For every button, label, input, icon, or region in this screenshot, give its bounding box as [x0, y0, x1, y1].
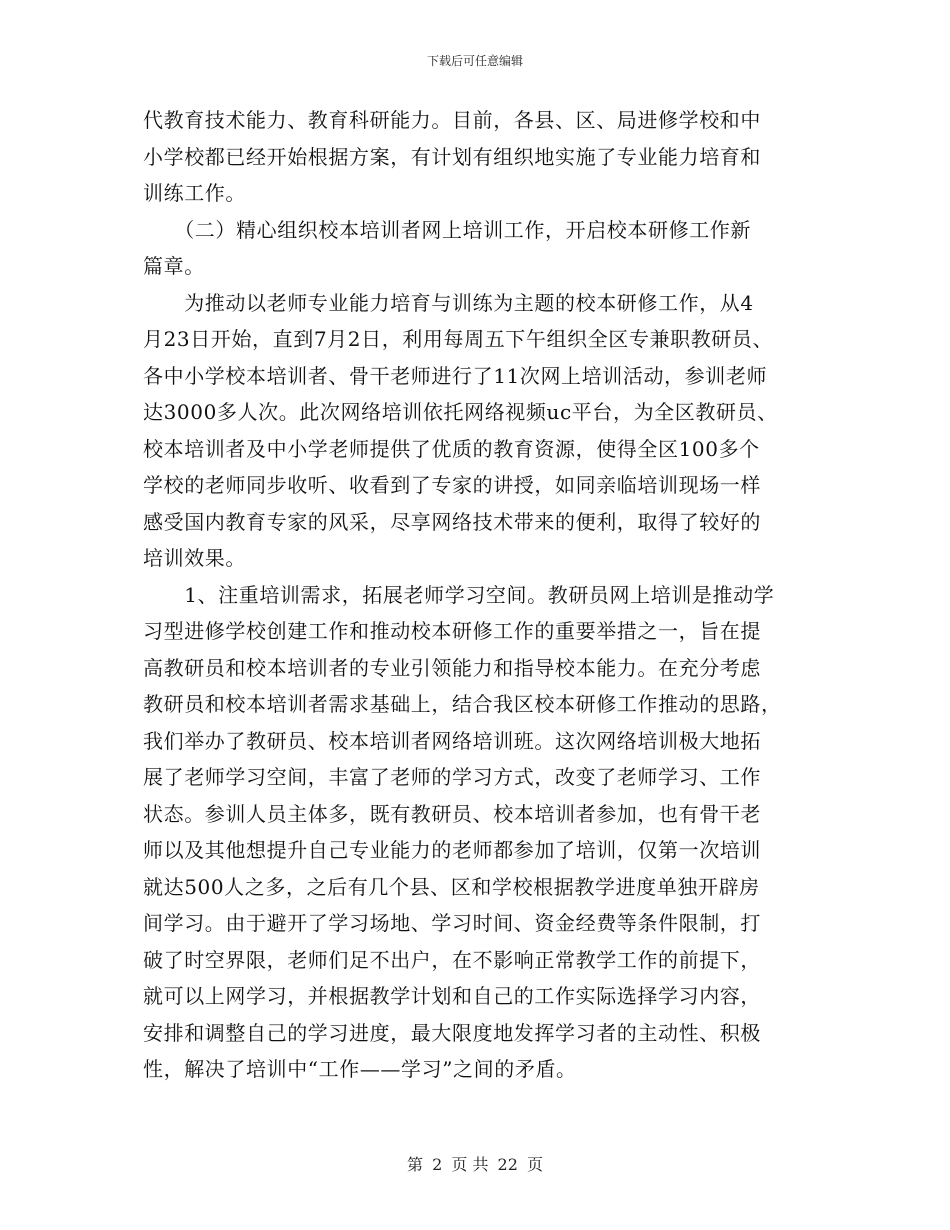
text-line: 我们举办了教研员、校本培训者网络培训班。这次网络培训极大地拓	[143, 728, 761, 753]
text-line: 教研员和校本培训者需求基础上，结合我区校本研修工作推动的思路，	[143, 692, 782, 716]
page-number-total: 22	[497, 1155, 518, 1174]
text-line: 训练工作。	[143, 181, 246, 205]
text-line: 师以及其他想提升自己专业能力的老师都参加了培训，仅第一次培训	[143, 838, 761, 862]
text-line: 间学习。由于避开了学习场地、学习时间、资金经费等条件限制，打	[143, 911, 761, 935]
section-heading: （二）精心组织校本培训者网上培训工作，开启校本研修工作新	[143, 217, 751, 242]
page-label-suffix: 页	[527, 1155, 544, 1174]
text-line: 就可以上网学习，并根据教学计划和自己的工作实际选择学习内容，	[143, 984, 761, 1008]
text-line: 小学校都已经开始根据方案，有计划有组织地实施了专业能力培育和	[143, 144, 761, 169]
text-line: 状态。参训人员主体多，既有教研员、校本培训者参加，也有骨干老	[143, 801, 761, 826]
text-line: 达3000多人次。此次网络培训依托网络视频uc平台，为全区教研员、	[143, 400, 778, 424]
text-line: 展了老师学习空间，丰富了老师的学习方式，改变了老师学习、工作	[143, 765, 761, 789]
text-line: 培训效果。	[143, 546, 246, 570]
text-line: 性，解决了培训中“工作——学习”之间的矛盾。	[143, 1057, 577, 1081]
page-label-middle: 页 共	[451, 1155, 489, 1174]
text-line: 高教研员和校本培训者的专业引领能力和指导校本能力。在充分考虑	[143, 655, 761, 680]
text-line: 习型进修学校创建工作和推动校本研修工作的重要举措之一，旨在提	[143, 619, 761, 643]
section-heading: 篇章。	[143, 254, 205, 278]
text-line: 感受国内教育专家的风采，尽享网络技术带来的便利，取得了较好的	[143, 509, 761, 534]
page-label-prefix: 第	[406, 1155, 423, 1174]
page-header	[0, 52, 950, 69]
text-line: 破了时空界限，老师们足不出户，在不影响正常教学工作的前提下，	[143, 947, 761, 972]
text-line: 代教育技术能力、教育科研能力。目前，各县、区、局进修学校和中	[143, 108, 761, 132]
text-line: 各中小学校本培训者、骨干老师进行了11次网上培训活动，参训老师	[143, 363, 768, 388]
document-body	[143, 102, 808, 1088]
page-number-current: 2	[432, 1155, 443, 1174]
text-line: 1、注重培训需求，拓展老师学习空间。教研员网上培训是推动学	[143, 582, 775, 607]
text-line: 安排和调整自己的学习进度，最大限度地发挥学习者的主动性、积极	[143, 1020, 761, 1045]
text-line: 学校的老师同步收听、收看到了专家的讲授，如同亲临培训现场一样	[143, 473, 761, 497]
text-line: 为推动以老师专业能力培育与训练为主题的校本研修工作，从4	[143, 290, 754, 315]
text-line: 就达500人之多，之后有几个县、区和学校根据教学进度单独开辟房	[143, 874, 760, 899]
page-footer	[0, 1152, 950, 1175]
header-note: 下载后可任意编辑	[426, 54, 523, 68]
text-line: 月23日开始，直到7月2日，利用每周五下午组织全区专兼职教研员、	[143, 327, 774, 351]
text-line: 校本培训者及中小学老师提供了优质的教育资源，使得全区100多个	[143, 436, 760, 461]
